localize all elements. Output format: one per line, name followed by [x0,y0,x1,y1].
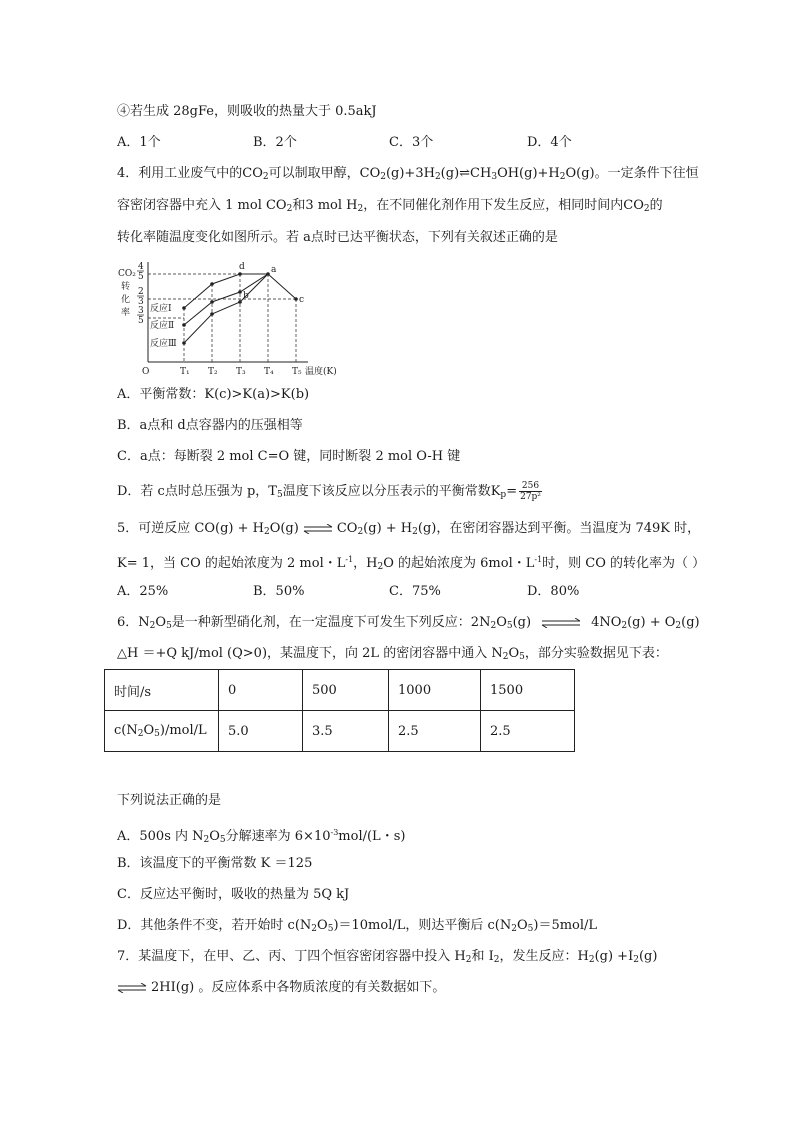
table-cell: 2.5 [389,711,481,752]
series-label-3: 反应Ⅲ [150,339,177,349]
ytick-2-3-num: 2 [138,287,144,297]
q7-line1: 7．某温度下，在甲、乙、丙、丁四个恒容密闭容器中投入 $H_2$和 $I_2$，发生反应：$H_2(g) +I_2(g)$ [117,949,658,965]
q7-line2: 2HI(g) 。反应体系中各物质浓度的有关数据如下。 [117,979,445,997]
q6-option-d: D．其他条件不变，若开始时 $c(N_2O_5)=10mol/L$，则达平衡后 $c(N_2O_5)=5mol/L$ [117,918,598,934]
q4-option-d: D．若 c点时总压强为 p，$T_5$温度下该反应以分压表示的平衡常数$K_p=$ $\frac{256}{\text{27p²}}$ [117,481,541,502]
q3-option-d: D．4个 [527,135,572,150]
ytick-3-5-den: 5 [138,316,144,326]
q5-option-c: C．75% [389,584,441,599]
table-cell: $c(N_2O_5)/mol/L$ [105,711,219,752]
chart-ylabel-3: 化 [121,295,131,305]
point-label-a: a [271,265,277,275]
q3-option-b: B．2个 [253,135,297,150]
q4-conversion-chart [112,258,352,378]
point-label-b: b [243,291,249,301]
table-cell: 0 [219,670,303,711]
q6-option-c: C．反应达平衡时，吸收的热量为 5Q kJ [117,887,350,902]
xtick-t3: T₃ [236,367,246,377]
point-label-c: c [299,295,305,305]
table-cell: 时间/s [105,670,219,711]
q6-data-table [104,669,575,752]
q4-option-a: A．平衡常数：K(c)>K(a)>K(b) [117,387,310,402]
q4-line3: 转化率随温度变化如图所示。若 a点时已达平衡状态，下列有关叙述正确的是 [117,230,558,245]
table-cell: 2.5 [481,711,575,752]
ytick-2-3-den: 3 [138,297,144,307]
q5-option-d: D．80% [527,584,580,599]
table-row [105,670,575,711]
chart-ylabel-4: 率 [121,308,131,318]
xtick-t2: T₂ [208,367,218,377]
q4-option-b: B．a点和 d点容器内的压强相等 [117,418,303,433]
xtick-t4: T₄ [264,367,274,377]
ytick-4-5-num: 4 [138,262,144,272]
equilibrium-arrow-icon [117,983,147,993]
point-label-d: d [239,262,245,272]
q5-line1: 5．可逆反应 $CO(g) + H_2O(g) CO_2(g) + H_2(g)$，在密闭容器达到平衡。当温度为 749K 时， [117,521,701,537]
chart-origin: O [142,367,150,377]
equilibrium-arrow-icon [541,618,581,628]
q4-option-c: C．a点：每断裂 2 mol C=O 键，同时断裂 2 mol O-H 键 [117,449,461,464]
q5-option-a: A．25% [117,584,169,599]
q6-prompt: 下列说法正确的是 [117,793,222,808]
q3-option-a: A．1个 [117,135,161,150]
chart-xlabel: 温度(K) [305,367,337,377]
table-row [105,711,575,752]
q4-line2: 容密闭容器中充入 1 mol $CO_2$和3 mol $H_2$，在不同催化剂作用下发生反应，相同时间内$CO_2$的 [117,198,663,214]
ytick-3-5-num: 3 [138,306,144,316]
q6-line2: △H ＝+Q kJ/mol (Q>0)，某温度下，向 2L 的密闭容器中通入 $N_2O_5$，部分实验数据见下表： [117,646,668,662]
chart-ylabel-1: CO₂ [118,269,136,279]
xtick-t1: T₁ [180,367,190,377]
table-cell: 3.5 [303,711,389,752]
ytick-4-5-den: 5 [138,272,144,282]
q6-option-a: A．500s 内 $N_2O_5$分解速率为 $6\times 10^{-3}mol/(L$・s) [117,828,406,845]
q3-item4: ④若生成 28gFe，则吸收的热量大于 0.5akJ [117,104,377,119]
series-label-1: 反应Ⅰ [150,304,172,314]
q6-option-b: B．该温度下的平衡常数 K ＝125 [117,856,313,871]
equilibrium-arrow-icon [303,524,333,534]
q3-option-c: C．3个 [389,135,434,150]
q5-option-b: B．50% [253,584,305,599]
chart-ylabel-2: 转 [121,282,131,292]
q4-line1: 4．利用工业废气中的$CO_2$可以制取甲醇，$CO_2(g)+3H_2(g)\rightleftharpoons CH_3OH(g)+H_2O(g)$。一定条件下往恒 [117,166,699,182]
xtick-t5: T₅ [292,367,302,377]
table-cell: 1000 [389,670,481,711]
table-cell: 1500 [481,670,575,711]
q5-line2: K= 1，当 CO 的起始浓度为 2 mol・$L^{-1}$，$H_2O$ 的起始浓度为 6mol・$L^{-1}$时，则 CO 的转化率为（ ） [117,555,706,572]
table-cell: 5.0 [219,711,303,752]
q6-line1: 6．$N_2O_5$是一种新型硝化剂，在一定温度下可发生下列反应：$2N_2O_5(g) 4NO_2(g) + O_2(g)$ [117,615,700,631]
series-label-2: 反应Ⅱ [150,321,175,331]
table-cell: 500 [303,670,389,711]
